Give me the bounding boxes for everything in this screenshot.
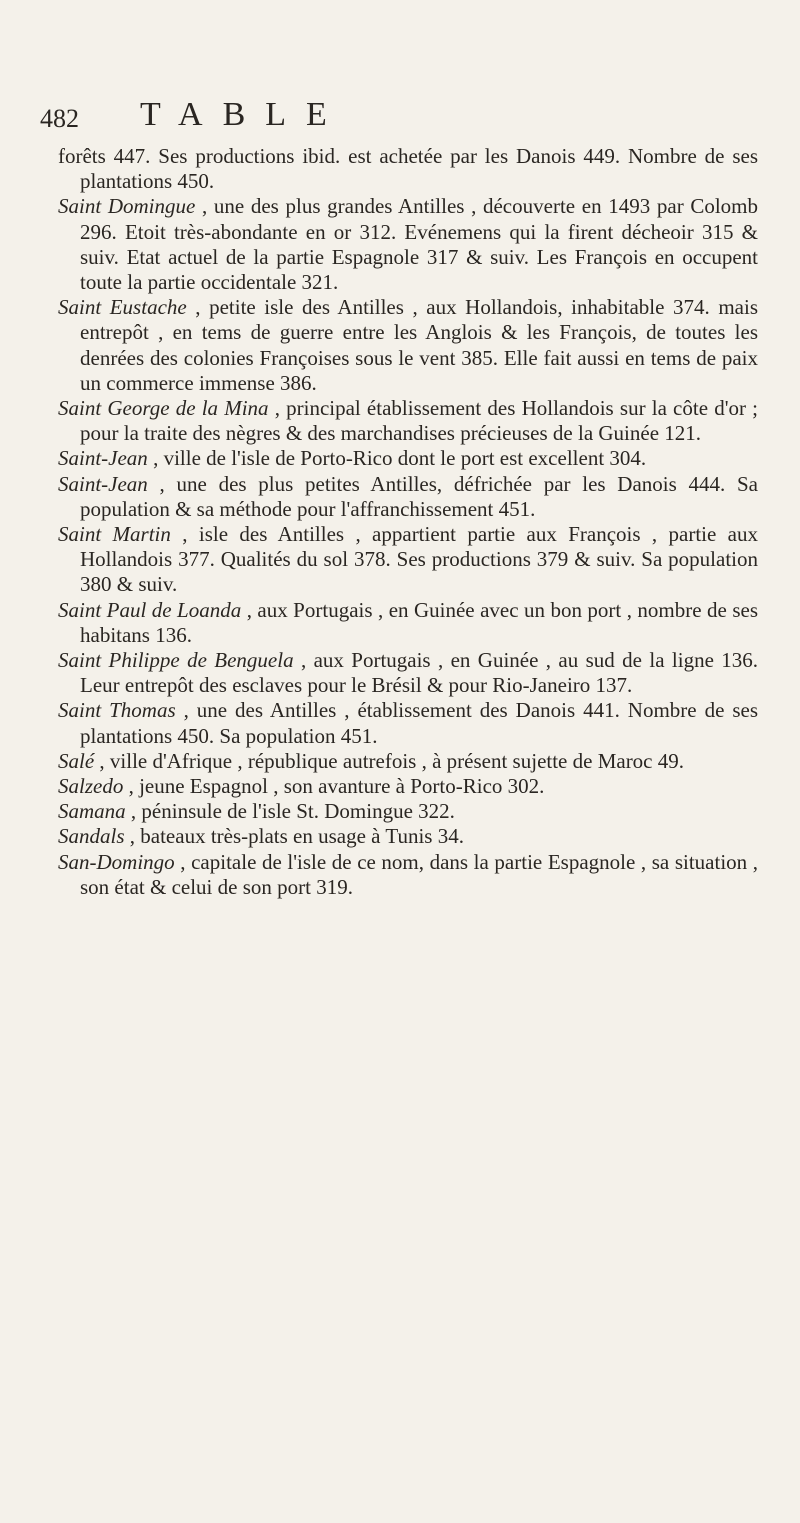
index-entry: [58, 774, 758, 799]
index-entry: [58, 396, 758, 446]
entry-text: , capitale de l'isle de ce nom, dans la partie Espagnole , sa situation , son état & celui de son port 319.: [80, 849, 759, 899]
entry-text: , jeune Espagnol , son avanture à Porto-Rico 302.: [128, 774, 545, 799]
page-header: [40, 96, 760, 146]
entry-text: , aux Portugais , en Guinée avec un bon port , nombre de ses habitans 136.: [80, 597, 758, 647]
entry-heading: Salzedo: [58, 774, 124, 799]
entry-text: , isle des Antilles , appartient partie aux François , partie aux Hollandois 377. Qualités du sol 378. Ses productions 379 & suiv. Sa population 380 & suiv.: [80, 522, 759, 597]
entry-text: , petite isle des Antilles , aux Hollandois, inhabitable 374. mais entrepôt , en tems de guerre entre les Anglois & les François, de toutes les denrées des colonies Françoises sous le vent 385. Elle fait aussi en tems de paix un commerce immense 386.: [80, 295, 758, 395]
entry-heading: Saint Martin: [58, 522, 171, 547]
entry-text: forêts 447. Ses productions ibid. est achetée par les Danois 449. Nombre de ses plantations 450.: [58, 144, 758, 194]
entry-text: , ville d'Afrique , république autrefois , à présent sujette de Maroc 49.: [99, 748, 685, 773]
entry-text: , une des plus grandes Antilles , découverte en 1493 par Colomb 296. Etoit très-abondante en or 312. Evénemens qui la firent décheoir 315 & suiv. Etat actuel de la partie Espagnole 317 & suiv. Les François en occupent toute la partie occidentale 321.: [80, 194, 759, 295]
index-entries: [58, 144, 758, 900]
entry-heading: Sandals: [58, 824, 125, 849]
index-entry: [58, 698, 758, 748]
index-entry: [58, 194, 758, 295]
entry-text: , une des plus petites Antilles, défrichée par les Danois 444. Sa population & sa méthode pour l'affranchissement 451.: [80, 471, 759, 521]
index-entry: [58, 295, 758, 396]
entry-heading: Saint-Jean: [58, 471, 148, 496]
index-entry: [58, 472, 758, 522]
index-entry: [58, 749, 758, 774]
entry-heading: Saint-Jean: [58, 446, 148, 471]
index-entry: [58, 144, 758, 194]
index-entry: [58, 799, 758, 824]
entry-heading: Saint George de la Mina: [58, 396, 269, 421]
entry-text: , bateaux très-plats en usage à Tunis 34.: [129, 824, 464, 849]
entry-text: , ville de l'isle de Porto-Rico dont le port est excellent 304.: [153, 446, 647, 471]
entry-text: , une des Antilles , établissement des Danois 441. Nombre de ses plantations 450. Sa population 451.: [80, 698, 759, 748]
entry-heading: Samana: [58, 799, 126, 824]
entry-heading: Saint Philippe de Benguela: [58, 648, 294, 673]
index-entry: [58, 648, 758, 698]
entry-heading: Saint Thomas: [58, 698, 176, 723]
index-entry: [58, 598, 758, 648]
running-head: TABLE: [140, 96, 347, 133]
entry-heading: San-Domingo: [58, 849, 175, 874]
entry-text: , aux Portugais , en Guinée , au sud de la ligne 136. Leur entrepôt des esclaves pour le Brésil & pour Rio-Janeiro 137.: [80, 648, 759, 698]
index-entry: [58, 446, 758, 471]
entry-text: , péninsule de l'isle St. Domingue 322.: [130, 799, 455, 824]
page-number: 482: [40, 104, 79, 133]
entry-text: , principal établissement des Hollandois sur la côte d'or ; pour la traite des nègres & des marchandises précieuses de la Guinée 121.: [80, 396, 758, 446]
entry-heading: Salé: [58, 748, 95, 773]
entry-heading: Saint Paul de Loanda: [58, 597, 242, 622]
entry-heading: Saint Domingue: [58, 194, 196, 219]
index-entry: [58, 522, 758, 598]
index-entry: [58, 824, 758, 849]
index-entry: [58, 850, 758, 900]
entry-heading: Saint Eustache: [58, 295, 187, 320]
